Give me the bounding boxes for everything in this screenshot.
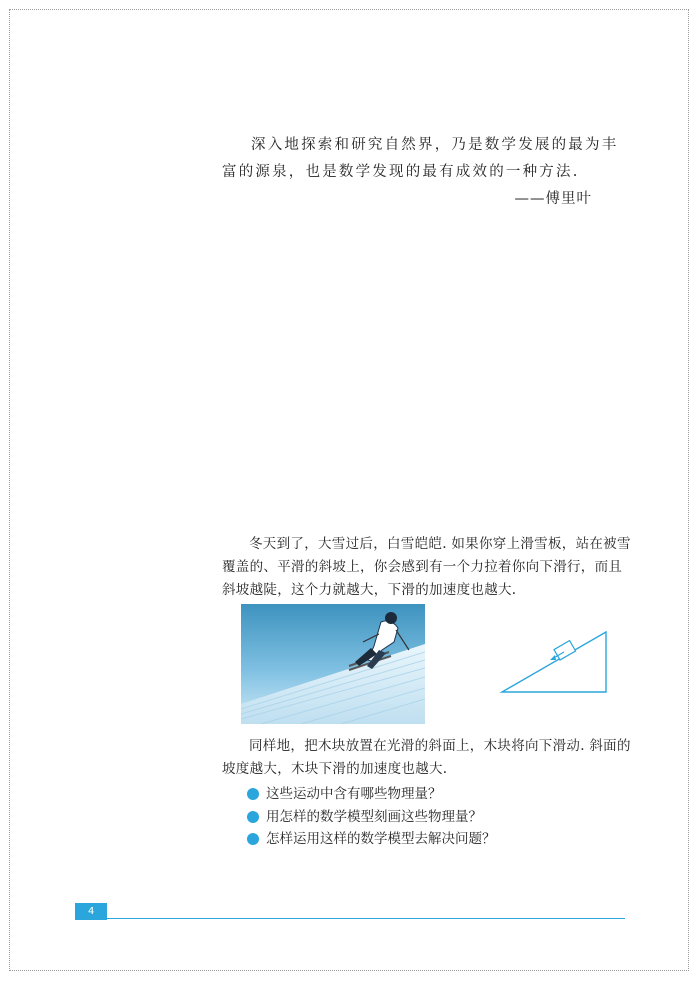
epigraph-text: 深入地探索和研究自然界，乃是数学发展的最为丰富的源泉，也是数学发现的最有成效的一种方法. xyxy=(222,137,619,180)
question-item xyxy=(247,806,496,829)
bullet-icon xyxy=(247,788,259,800)
incline-triangle xyxy=(502,632,606,692)
epigraph-author: ——傅里叶 xyxy=(514,191,592,207)
question-text: 用怎样的数学模型刻画这些物理量？ xyxy=(266,808,482,825)
bullet-icon xyxy=(247,811,259,823)
bullet-icon xyxy=(247,833,259,845)
incline-diagram xyxy=(498,626,610,696)
block-text: 同样地，把木块放置在光滑的斜面上，木块将向下滑动. 斜面的坡度越大，木块下滑的加速度也越大. xyxy=(222,738,631,777)
block-paragraph xyxy=(222,735,632,781)
question-item xyxy=(247,828,496,851)
epigraph xyxy=(222,132,632,213)
wooden-block xyxy=(554,641,576,660)
intro-text: 冬天到了，大雪过后，白雪皑皑. 如果你穿上滑雪板，站在被雪覆盖的、平滑的斜坡上，你会感到有一个力拉着你向下滑行，而且斜坡越陡，这个力就越大，下滑的加速度也越大. xyxy=(222,536,631,598)
intro-paragraph xyxy=(222,533,632,602)
footer-rule xyxy=(107,918,625,919)
question-text: 怎样运用这样的数学模型去解决问题？ xyxy=(266,831,496,847)
question-text: 这些运动中含有哪些物理量？ xyxy=(266,786,442,802)
skier-photo xyxy=(241,604,425,724)
question-list xyxy=(247,783,496,851)
question-item xyxy=(247,783,496,806)
page-number: 4 xyxy=(75,903,107,920)
